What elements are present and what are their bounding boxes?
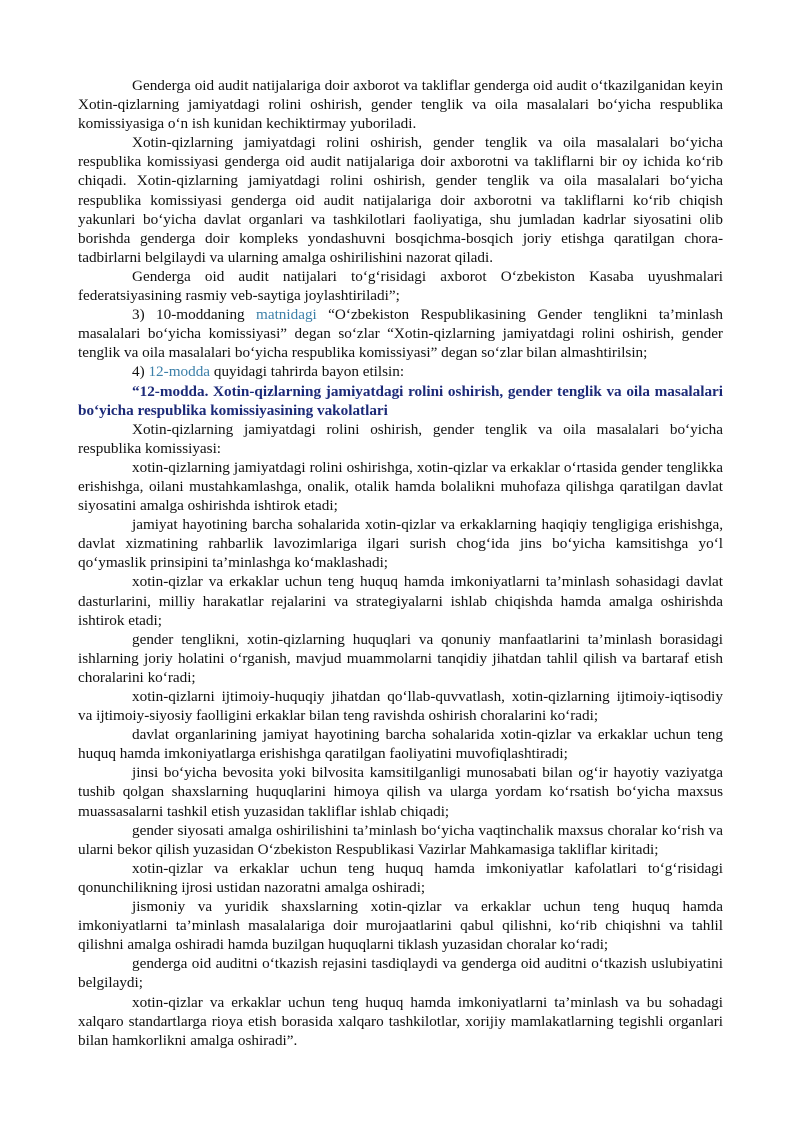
article-title: “12-modda. Xotin-qizlarning jamiyatdagi rolini oshirish, gender tenglik va oila masalalari bo‘yicha respublika komissiyasining vakolatlari [78,382,723,419]
text-span: 4) [132,363,149,381]
list-item: jinsi bo‘yicha bevosita yoki bilvosita kamsitilganligi munosabati bilan og‘ir hayotiy vaziyatga tushib qolgan shaxslarning huquqlarini himoya qilish va ularga yordam ko‘rsatish bo‘yicha maxsus muassasalarni tashkil etish yuzasidan takliflar ishlab chiqadi; [78,764,723,820]
paragraph: Genderga oid audit natijalariga doir axborot va takliflar genderga oid audit o‘tkazilganidan keyin Xotin-qizlarning jamiyatdagi rolini oshirish, gender tenglik va oila masalalari bo‘yicha respublika komissiyasiga o‘n ish kunidan kechiktirmay yuboriladi. [78,77,723,133]
list-item: jamiyat hayotining barcha sohalarida xotin-qizlar va erkaklarning haqiqiy tengligiga erishishga, davlat xizmatining rahbarlik lavozimlariga ilgari surish chog‘ida jins bo‘yicha kamsitishga yo‘l qo‘ymaslik prinsipini ta’minlashga ko‘maklashadi; [78,516,723,572]
article-12-link[interactable]: 12-modda [148,363,211,381]
text-span: quyidagi tahrirda bayon etilsin: [210,363,405,381]
paragraph: Xotin-qizlarning jamiyatdagi rolini oshirish, gender tenglik va oila masalalari bo‘yicha respublika komissiyasi genderga oid audit natijalariga doir axborotni va takliflarni bir oy ichida ko‘rib chiqadi. Xotin-qizlarning jamiyatdagi rolini oshirish, gender tenglik va oila masalalari bo‘yicha respublika komissiyasi genderga oid audit natijalariga doir axborotni va takliflarni ko‘rib chiqish yakunlari bo‘yicha davlat organlari va tashkilotlari faoliyatiga, shu jumladan kadrlar siyosatini olib borishda genderga doir kompleks yondashuvni bosqichma-bosqich joriy etishga qaratilgan chora-tadbirlarni belgilaydi va ularning amalga oshirilishini nazorat qiladi. [78,134,723,266]
list-item: jismoniy va yuridik shaxslarning xotin-qizlar va erkaklar uchun teng huquq hamda imkoniyatlarni ta’minlash masalalariga doir murojaatlarini qabul qilishni, ko‘rib chiqishni va tahlil qilishni amalga oshiradi hamda buzilgan huquqlarni tiklash yuzasidan choralar ko‘radi; [78,898,723,954]
list-item: xotin-qizlar va erkaklar uchun teng huquq hamda imkoniyatlar kafolatlari to‘g‘risidagi qonunchilikning ijrosi ustidan nazoratni amalga oshiradi; [78,859,723,896]
list-item: genderga oid auditni o‘tkazish rejasini tasdiqlaydi va genderga oid auditni o‘tkazish uslubiyatini belgilaydi; [78,955,723,992]
text-span: “O‘zbekiston Respublikasining Gender tenglikni ta’minlash masalalari bo‘yicha komissiyasi” degan so‘zlar “Xotin-qizlarning jamiyatdagi rolini oshirish, gender tenglik va oila masalalari bo‘yicha respublika komissiyasi” degan so‘zlar bilan almashtirilsin; [78,306,723,362]
list-item: gender tenglikni, xotin-qizlarning huquqlari va qonuniy manfaatlarini ta’minlash borasidagi ishlarning joriy holatini o‘rganish, mavjud muammolarni tanqidiy jihatdan tahlil qilish va bartaraf etish choralarini ko‘radi; [78,630,723,686]
list-item: gender siyosati amalga oshirilishini ta’minlash bo‘yicha vaqtinchalik maxsus choralar ko‘rish va ularni bekor qilish yuzasidan O‘zbekiston Respublikasi Vazirlar Mahkamasiga takliflar kiritadi; [78,821,723,858]
paragraph: Xotin-qizlarning jamiyatdagi rolini oshirish, gender tenglik va oila masalalari bo‘yicha respublika komissiyasi: [78,420,723,457]
list-item: xotin-qizlar va erkaklar uchun teng huquq hamda imkoniyatlarni ta’minlash va bu sohadagi xalqaro standartlarga rioya etish borasida xalqaro tashkilotlar, xorijiy mamlakatlarning tegishli organlari bilan hamkorlikni amalga oshiradi”. [78,993,723,1049]
document-page [78,76,723,1050]
list-item: xotin-qizlarni ijtimoiy-huquqiy jihatdan qo‘llab-quvvatlash, xotin-qizlarning ijtimoiy-iqtisodiy va ijtimoiy-siyosiy faolligini erkaklar bilan teng ravishda oshirish choralarini ko‘radi; [78,688,723,725]
paragraph: Genderga oid audit natijalari to‘g‘risidagi axborot O‘zbekiston Kasaba uyushmalari federatsiyasining rasmiy veb-saytiga joylashtiriladi”; [78,267,723,305]
list-item: davlat organlarining jamiyat hayotining barcha sohalarida xotin-qizlar va erkaklar uchun teng huquq hamda imkoniyatlarga erishishga qaratilgan faoliyatini muvofiqlashtiradi; [78,726,723,763]
list-item: xotin-qizlar va erkaklar uchun teng huquq hamda imkoniyatlarni ta’minlash sohasidagi davlat dasturlarini, milliy harakatlar rejalarini va strategiyalarni ishlab chiqishda hamda amalga oshirishda ishtirok etadi; [78,573,723,629]
amendment-item-3 [78,305,723,362]
matnidagi-link[interactable]: matnidagi [256,306,317,324]
amendment-item-4 [78,362,723,381]
text-span: 3) 10-moddaning [132,306,257,324]
list-item: xotin-qizlarning jamiyatdagi rolini oshirishga, xotin-qizlar va erkaklar o‘rtasida gender tenglikka erishishga, oilani mustahkamlashga, onalik, otalik hamda bolalikni muhofaza qilishga qaratilgan davlat siyosatini amalga oshirishda ishtirok etadi; [78,458,723,515]
